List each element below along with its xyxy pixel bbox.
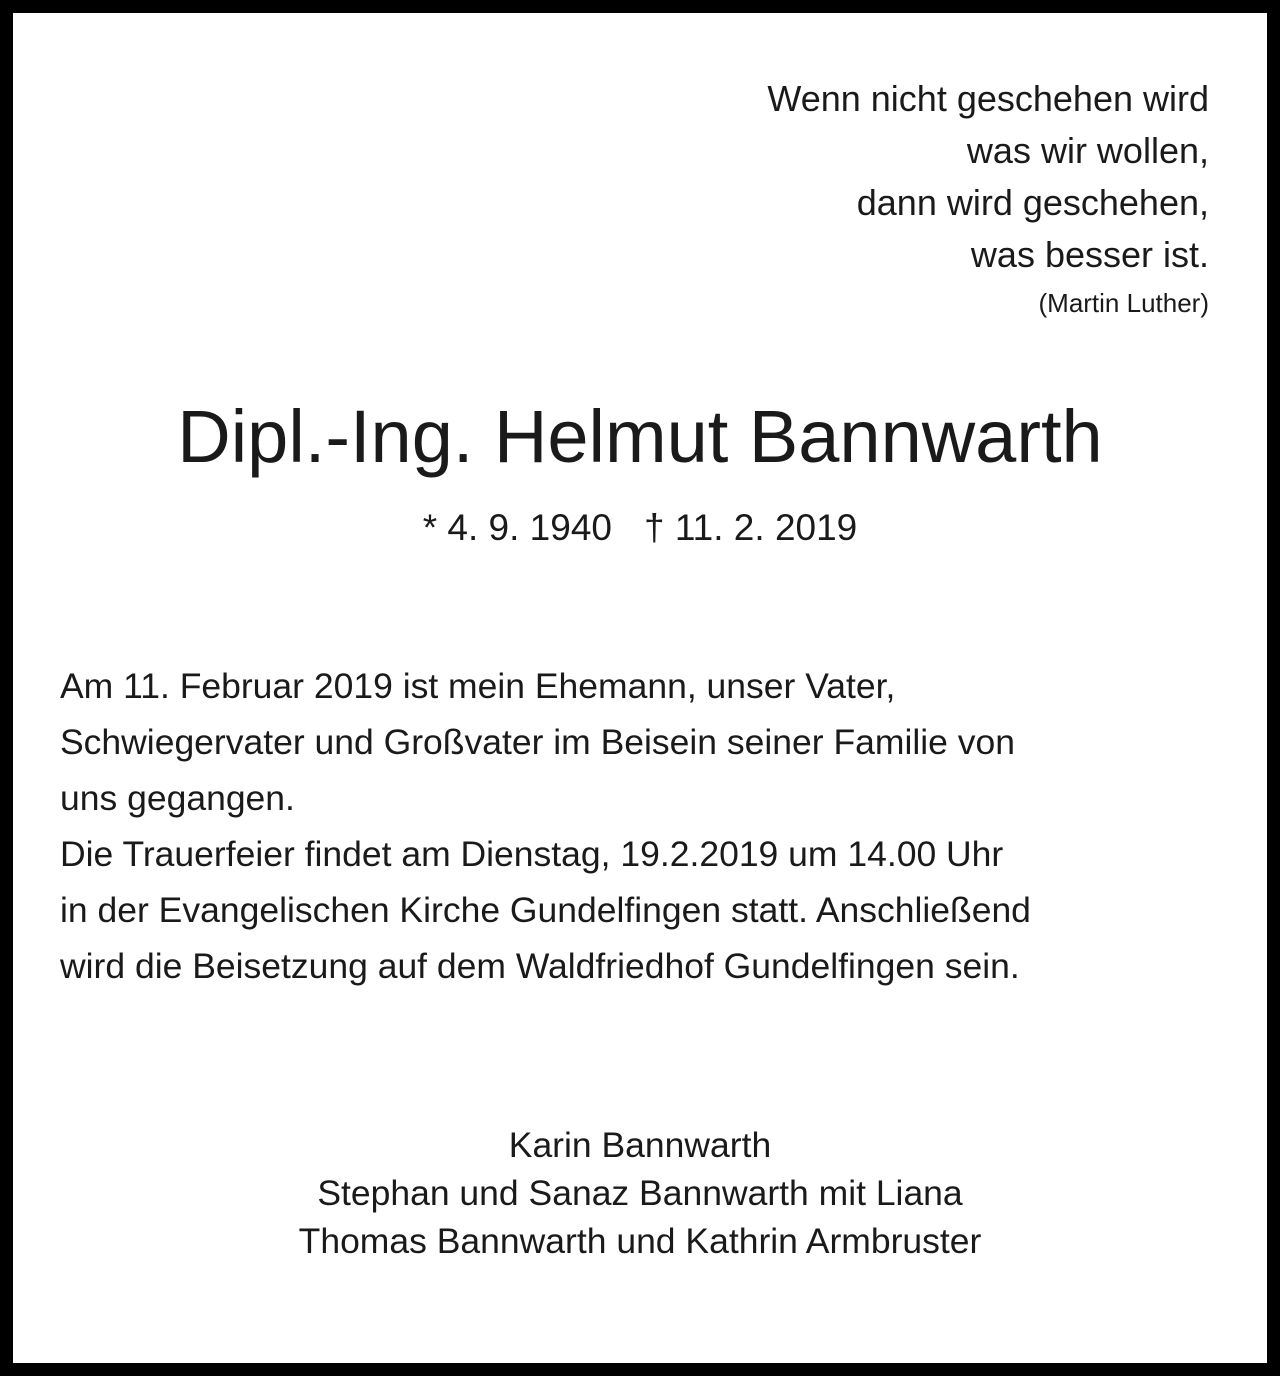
announcement-line: Schwiegervater und Großvater im Beisein seiner Familie von [60,722,1015,762]
quote-line: was wir wollen, [966,130,1209,171]
obituary-notice [13,13,1267,1363]
announcement-line: Die Trauerfeier findet am Dienstag, 19.2.2019 um 14.00 Uhr [60,834,1004,874]
announcement-line: wird die Beisetzung auf dem Waldfriedhof Gundelfingen sein. [60,946,1020,986]
announcement-line: in der Evangelischen Kirche Gundelfingen statt. Anschließend [60,890,1031,930]
signatures-block [13,1121,1267,1265]
deceased-name: Dipl.-Ing. Helmut Bannwarth [177,395,1103,478]
quote-line: dann wird geschehen, [856,182,1209,223]
life-dates [13,503,1267,553]
quote-line: was besser ist. [970,234,1209,275]
quote-line: Wenn nicht geschehen wird [767,78,1209,119]
announcement-line: uns gegangen. [60,778,295,818]
announcement-text [60,658,1240,994]
announcement-line: Am 11. Februar 2019 ist mein Ehemann, unser Vater, [60,666,896,706]
birth-date: * 4. 9. 1940 [422,507,612,548]
signature-line: Stephan und Sanaz Bannwarth mit Liana [317,1173,963,1213]
death-date: † 11. 2. 2019 [643,507,858,548]
signature-line: Karin Bannwarth [508,1125,772,1165]
quote-block [767,73,1209,325]
signature-line: Thomas Bannwarth und Kathrin Armbruster [298,1221,982,1261]
quote-author: (Martin Luther) [1038,288,1209,318]
